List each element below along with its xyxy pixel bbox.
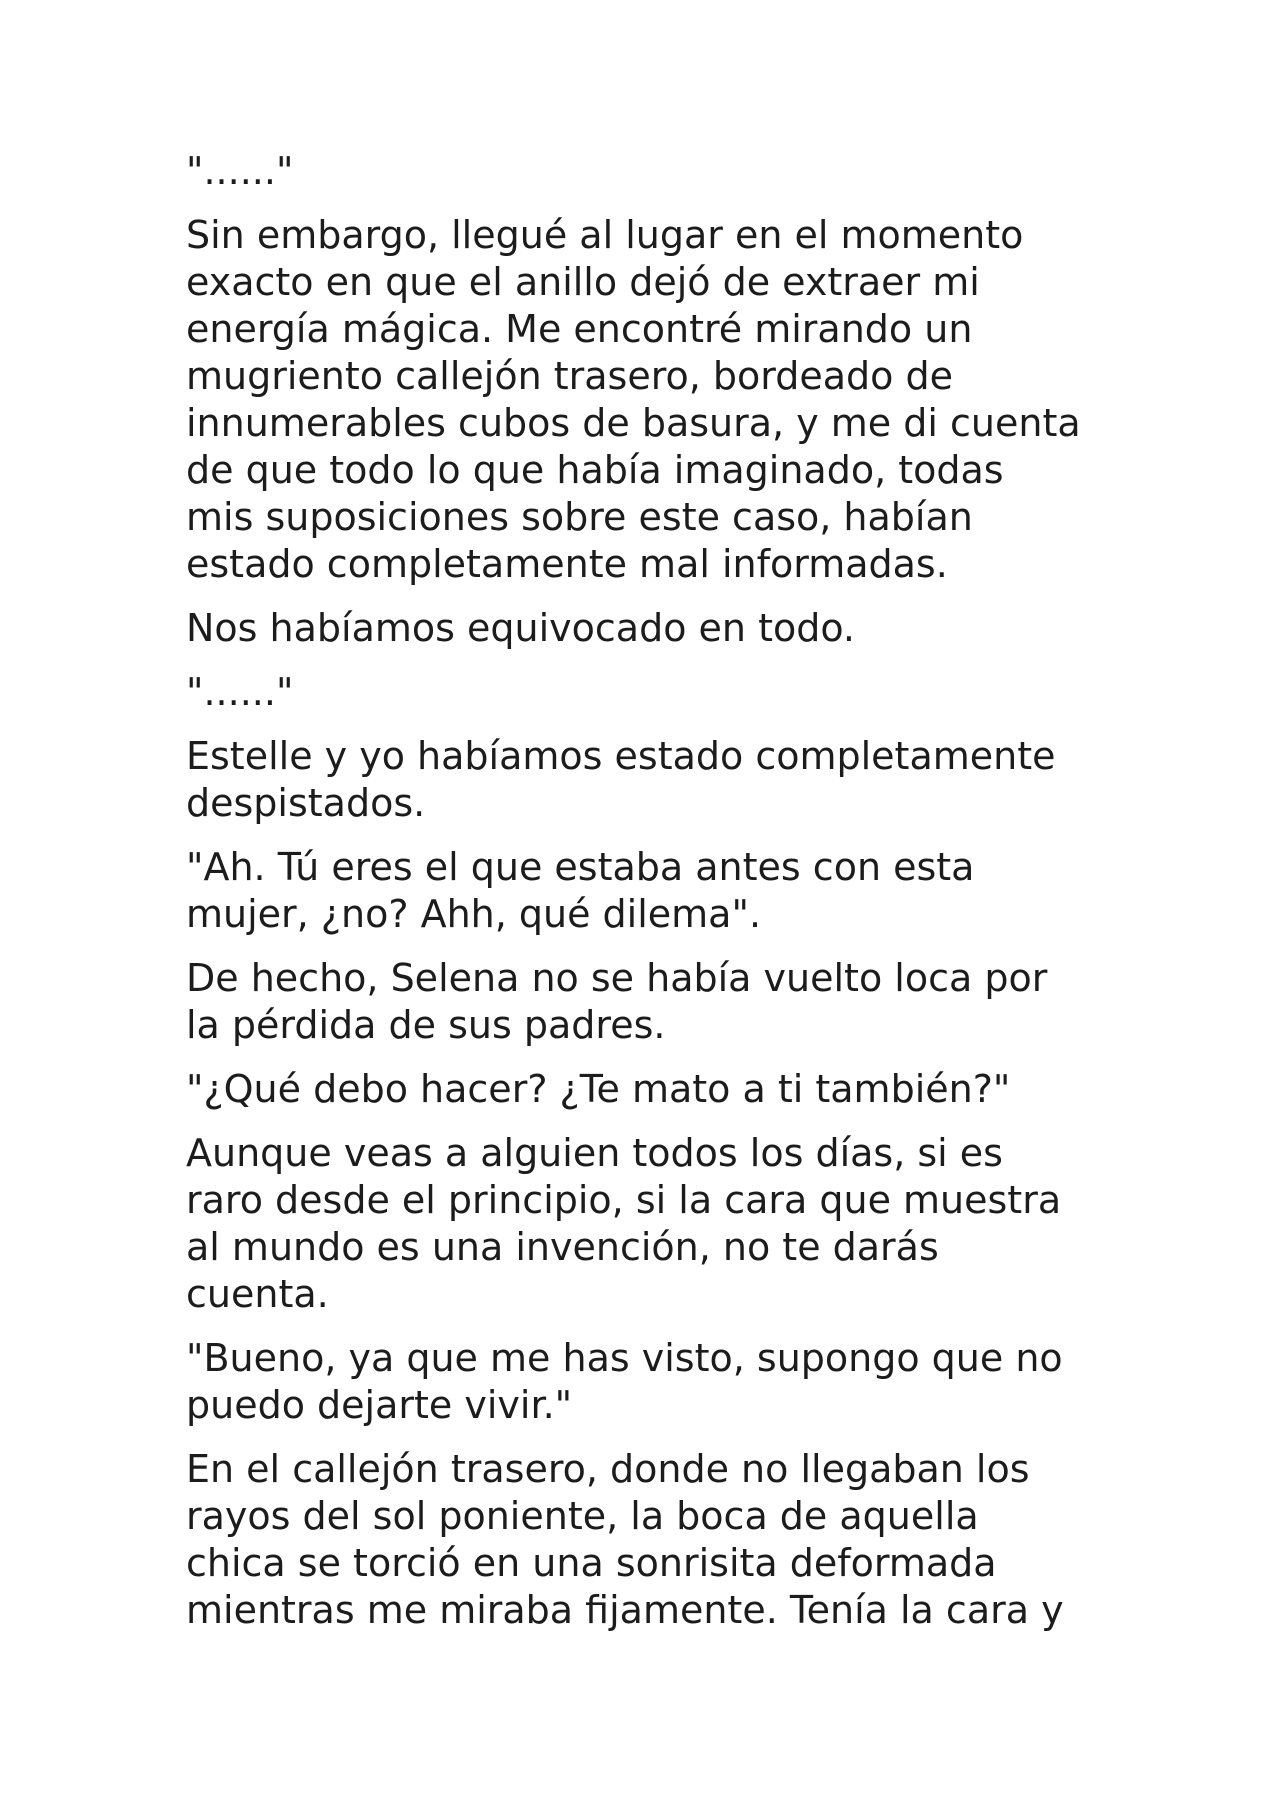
paragraph-5 (186, 733, 1106, 827)
paragraph-3 (186, 605, 1106, 652)
text-line: mientras me miraba fijamente. Tenía la cara y (186, 1588, 1064, 1632)
text-line: la pérdida de sus padres. (186, 1003, 666, 1047)
text-line: mis suposiciones sobre este caso, habían (186, 495, 973, 539)
text-line: puedo dejarte vivir." (186, 1383, 573, 1427)
text-line: "¿Qué debo hacer? ¿Te mato a ti también?" (186, 1067, 1011, 1111)
text-line: "Ah. Tú eres el que estaba antes con esta (186, 845, 975, 889)
text-line: al mundo es una invención, no te darás (186, 1225, 939, 1269)
text-line: Aunque veas a alguien todos los días, si es (186, 1131, 1003, 1175)
text-line: raro desde el principio, si la cara que muestra (186, 1178, 1062, 1222)
paragraph-4 (186, 669, 1106, 716)
text-line: mujer, ¿no? Ahh, qué dilema". (186, 892, 762, 936)
paragraph-10 (186, 1335, 1106, 1429)
paragraph-6 (186, 844, 1106, 938)
text-line: rayos del sol poniente, la boca de aquella (186, 1494, 979, 1538)
text-line: "Bueno, ya que me has visto, supongo que no (186, 1336, 1063, 1380)
text-line: cuenta. (186, 1272, 329, 1316)
paragraph-1 (186, 148, 1106, 195)
text-line: innumerables cubos de basura, y me di cuenta (186, 401, 1081, 445)
paragraph-8 (186, 1066, 1106, 1113)
paragraph-2 (186, 212, 1106, 588)
paragraph-9 (186, 1130, 1106, 1318)
text-line: mugriento callejón trasero, bordeado de (186, 354, 953, 398)
paragraph-11 (186, 1446, 1106, 1634)
body-text (186, 148, 1106, 1651)
text-line: "......" (186, 149, 294, 193)
text-line: Sin embargo, llegué al lugar en el momento (186, 213, 1024, 257)
text-line: despistados. (186, 781, 426, 825)
text-line: De hecho, Selena no se había vuelto loca por (186, 956, 1048, 1000)
paragraph-7 (186, 955, 1106, 1049)
text-line: exacto en que el anillo dejó de extraer mi (186, 260, 980, 304)
text-line: estado completamente mal informadas. (186, 542, 948, 586)
text-line: Nos habíamos equivocado en todo. (186, 606, 856, 650)
text-line: energía mágica. Me encontré mirando un (186, 307, 973, 351)
text-line: "......" (186, 670, 294, 714)
text-line: Estelle y yo habíamos estado completamente (186, 734, 1056, 778)
text-line: chica se torció en una sonrisita deformada (186, 1541, 997, 1585)
text-line: de que todo lo que había imaginado, todas (186, 448, 1004, 492)
text-line: En el callejón trasero, donde no llegaban los (186, 1447, 1030, 1491)
